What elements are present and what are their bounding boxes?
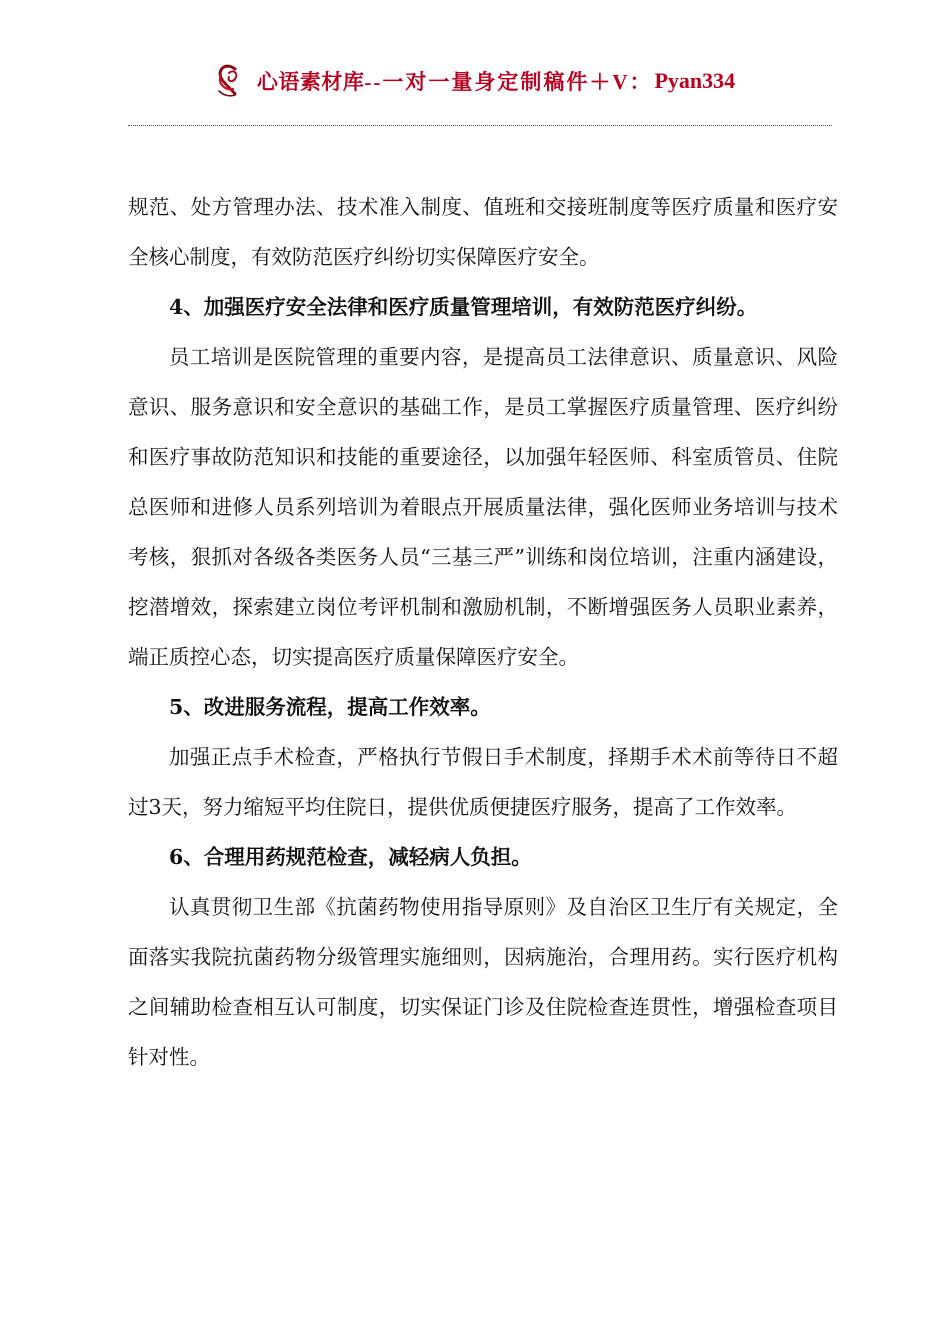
brand-logo <box>215 61 365 101</box>
heading-training: 4、加强医疗安全法律和医疗质量管理培训，有效防范医疗纠纷。 <box>169 295 758 319</box>
header-divider <box>128 125 832 126</box>
paragraph-training: 员工培训是医院管理的重要内容，是提高员工法律意识、质量意识、风险意识、服务意识和安全意识的基础工作，是员工掌握医疗质量管理、医疗纠纷和医疗事故防范知识和技能的重要途径，以加强年轻医师、科室质管员、住院总医师和进修人员系列培训为着眼点开展质量法律，强化医师业务培训与技术考核，狠抓对各级各类医务人员“三基三严”训练和岗位培训，注重内涵建设，挖潜增效，探索建立岗位考评机制和激励机制，不断增强医务人员职业素养，端正质控心态，切实提高医疗质量保障医疗安全。 <box>128 345 838 669</box>
page-header <box>0 58 950 104</box>
header-contact: Pyan334 <box>654 68 736 93</box>
paragraph-core-systems: 规范、处方管理办法、技术准入制度、值班和交接班制度等医疗质量和医疗安全核心制度，有效防范医疗纠纷切实保障医疗安全。 <box>128 195 838 269</box>
brand-name: 心语素材库 <box>256 70 365 94</box>
paragraph-service-process: 加强正点手术检查，严格执行节假日手术制度，择期手术术前等待日不超过3天，努力缩短平均住院日，提供优质便捷医疗服务，提高了工作效率。 <box>128 745 838 819</box>
document-body <box>128 182 838 1082</box>
paragraph-rational-drug-use: 认真贯彻卫生部《抗菌药物使用指导原则》及自治区卫生厅有关规定，全面落实我院抗菌药物分级管理实施细则，因病施治，合理用药。实行医疗机构之间辅助检查相互认可制度，切实保证门诊及住院检查连贯性，增强检查项目针对性。 <box>128 895 838 1069</box>
heading-rational-drug-use: 6、合理用药规范检查，减轻病人负担。 <box>169 845 532 869</box>
header-slogan: --一对一量身定制稿件＋V： <box>364 70 653 94</box>
heading-service-process: 5、改进服务流程，提高工作效率。 <box>169 695 491 719</box>
heart-swirl-icon <box>215 61 255 101</box>
